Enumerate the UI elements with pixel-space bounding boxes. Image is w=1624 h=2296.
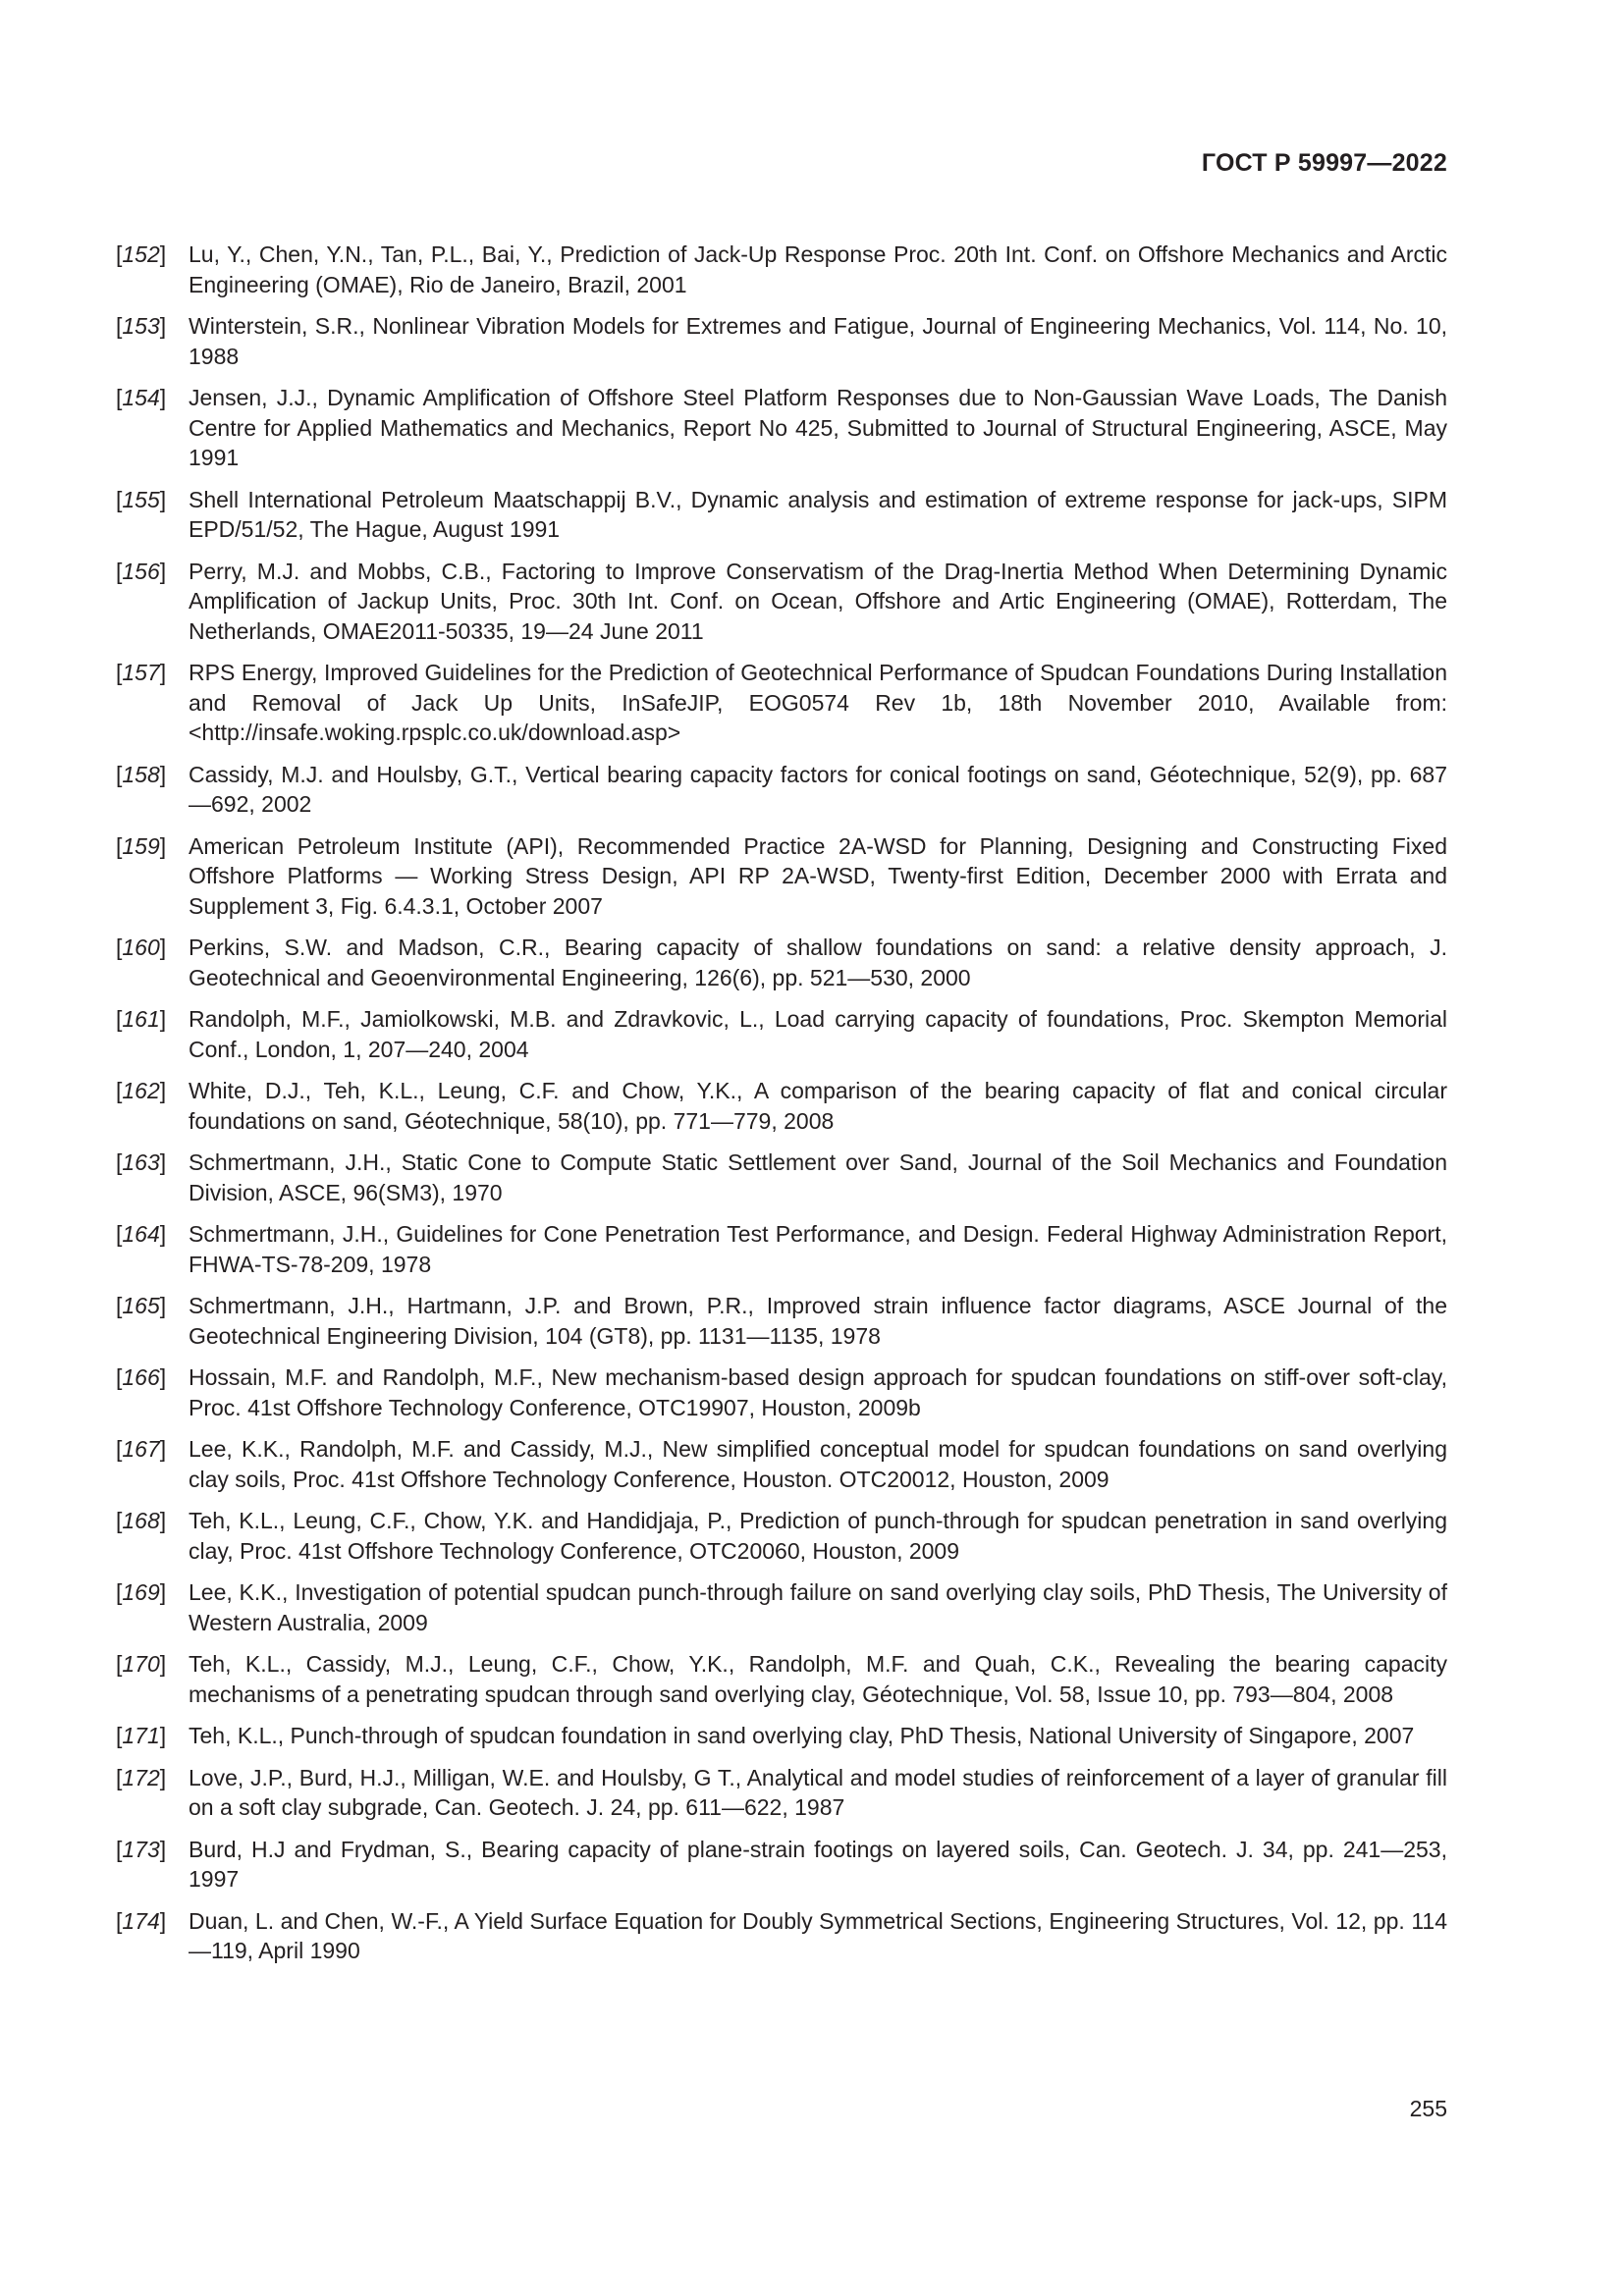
reference-text: Teh, K.L., Cassidy, M.J., Leung, C.F., Chow, Y.K., Randolph, M.F. and Quah, C.K., Revealing the bearing capacity mechanisms of a penetrating spudcan through sand overlying clay, Géotechnique, Vol. 58, Issue 10, pp. 793—804, 2008 bbox=[189, 1651, 1447, 1707]
reference-item bbox=[116, 1434, 1447, 1494]
reference-item bbox=[116, 1148, 1447, 1207]
reference-item bbox=[116, 1219, 1447, 1279]
reference-number: [156] bbox=[116, 558, 167, 584]
reference-text: White, D.J., Teh, K.L., Leung, C.F. and Chow, Y.K., A comparison of the bearing capacity of flat and conical circular foundations on sand, Géotechnique, 58(10), pp. 771—779, 2008 bbox=[189, 1078, 1447, 1134]
reference-item bbox=[116, 1577, 1447, 1637]
reference-item bbox=[116, 933, 1447, 992]
reference-number: [155] bbox=[116, 486, 167, 512]
reference-text: Shell International Petroleum Maatschappij B.V., Dynamic analysis and estimation of extreme response for jack-ups, SIPM EPD/51/52, The Hague, August 1991 bbox=[189, 486, 1447, 542]
reference-number: [160] bbox=[116, 934, 167, 960]
reference-item bbox=[116, 557, 1447, 647]
reference-number: [158] bbox=[116, 761, 167, 787]
reference-item bbox=[116, 1076, 1447, 1136]
document-header: ГОСТ Р 59997—2022 bbox=[1201, 149, 1447, 177]
reference-text: Lu, Y., Chen, Y.N., Tan, P.L., Bai, Y., Prediction of Jack-Up Response Proc. 20th Int. Conf. on Offshore Mechanics and Arctic Engineering (OMAE), Rio de Janeiro, Brazil, 2001 bbox=[189, 241, 1447, 297]
reference-text: Teh, K.L., Punch-through of spudcan foundation in sand overlying clay, PhD Thesis, National University of Singapore, 2007 bbox=[189, 1723, 1415, 1748]
reference-number: [173] bbox=[116, 1836, 167, 1862]
reference-item bbox=[116, 383, 1447, 473]
reference-text: Duan, L. and Chen, W.-F., A Yield Surface Equation for Doubly Symmetrical Sections, Engineering Structures, Vol. 12, pp. 114—119, April 1990 bbox=[189, 1907, 1447, 1963]
reference-number: [172] bbox=[116, 1764, 167, 1790]
reference-number: [168] bbox=[116, 1508, 167, 1533]
reference-item bbox=[116, 658, 1447, 748]
reference-item bbox=[116, 240, 1447, 299]
reference-item bbox=[116, 1763, 1447, 1823]
reference-number: [159] bbox=[116, 832, 167, 859]
reference-item bbox=[116, 311, 1447, 371]
reference-text: Teh, K.L., Leung, C.F., Chow, Y.K. and Handidjaja, P., Prediction of punch-through for spudcan penetration in sand overlying clay, Proc. 41st Offshore Technology Conference, OTC20060, Houston, 2009 bbox=[189, 1508, 1447, 1564]
reference-text: Hossain, M.F. and Randolph, M.F., New mechanism-based design approach for spudcan foundations on stiff-over soft-clay, Proc. 41st Offshore Technology Conference, OTC19907, Houston, 2009b bbox=[189, 1364, 1447, 1420]
reference-text: RPS Energy, Improved Guidelines for the Prediction of Geotechnical Performance of Spudcan Foundations During Installation and Removal of Jack Up Units, InSafeJIP, EOG0574 Rev 1b, 18th November 2010, Available from: <http://insafe.woking.rpsplc.co.uk/download.asp> bbox=[189, 660, 1447, 745]
reference-item bbox=[116, 1362, 1447, 1422]
reference-number: [164] bbox=[116, 1221, 167, 1247]
reference-text: Burd, H.J and Frydman, S., Bearing capacity of plane-strain footings on layered soils, Can. Geotech. J. 34, pp. 241—253, 1997 bbox=[189, 1836, 1447, 1892]
reference-item bbox=[116, 1649, 1447, 1709]
reference-number: [162] bbox=[116, 1078, 167, 1103]
reference-text: Lee, K.K., Randolph, M.F. and Cassidy, M.J., New simplified conceptual model for spudcan foundations on sand overlying clay soils, Proc. 41st Offshore Technology Conference, Houston. OTC20012, Houston, 2009 bbox=[189, 1436, 1447, 1492]
reference-number: [167] bbox=[116, 1436, 167, 1462]
reference-text: Schmertmann, J.H., Static Cone to Compute Static Settlement over Sand, Journal of the Soil Mechanics and Foundation Division, ASCE, 96(SM3), 1970 bbox=[189, 1149, 1447, 1205]
reference-number: [169] bbox=[116, 1579, 167, 1605]
reference-number: [171] bbox=[116, 1723, 167, 1748]
reference-item bbox=[116, 831, 1447, 922]
reference-text: Lee, K.K., Investigation of potential spudcan punch-through failure on sand overlying clay soils, PhD Thesis, The University of Western Australia, 2009 bbox=[189, 1579, 1447, 1635]
reference-text: Cassidy, M.J. and Houlsby, G.T., Vertical bearing capacity factors for conical footings on sand, Géotechnique, 52(9), pp. 687—692, 2002 bbox=[189, 761, 1447, 817]
reference-text: Randolph, M.F., Jamiolkowski, M.B. and Zdravkovic, L., Load carrying capacity of foundations, Proc. Skempton Memorial Conf., London, 1, 207—240, 2004 bbox=[189, 1006, 1447, 1062]
reference-text: American Petroleum Institute (API), Recommended Practice 2A-WSD for Planning, Designing and Constructing Fixed Offshore Platforms — Working Stress Design, API RP 2A-WSD, Twenty-first Edition, December 2000 with Errata and Supplement 3, Fig. 6.4.3.1, October 2007 bbox=[189, 832, 1447, 919]
reference-item bbox=[116, 485, 1447, 545]
reference-item bbox=[116, 1906, 1447, 1966]
reference-number: [152] bbox=[116, 241, 167, 267]
reference-number: [161] bbox=[116, 1006, 167, 1032]
reference-list bbox=[116, 240, 1447, 1978]
reference-text: Jensen, J.J., Dynamic Amplification of Offshore Steel Platform Responses due to Non-Gaussian Wave Loads, The Danish Centre for Applied Mathematics and Mechanics, Report No 425, Submitted to Journal of Structural Engineering, ASCE, May 1991 bbox=[189, 385, 1447, 470]
reference-text: Winterstein, S.R., Nonlinear Vibration Models for Extremes and Fatigue, Journal of Engineering Mechanics, Vol. 114, No. 10, 1988 bbox=[189, 313, 1447, 369]
reference-text: Perry, M.J. and Mobbs, C.B., Factoring to Improve Conservatism of the Drag-Inertia Method When Determining Dynamic Amplification of Jackup Units, Proc. 30th Int. Conf. on Ocean, Offshore and Artic Engineering (OMAE), Rotterdam, The Netherlands, OMAE2011-50335, 19—24 June 2011 bbox=[189, 558, 1447, 644]
reference-number: [154] bbox=[116, 385, 167, 410]
reference-item bbox=[116, 1291, 1447, 1351]
reference-item bbox=[116, 1835, 1447, 1895]
reference-number: [163] bbox=[116, 1149, 167, 1175]
reference-text: Schmertmann, J.H., Hartmann, J.P. and Brown, P.R., Improved strain influence factor diagrams, ASCE Journal of the Geotechnical Engineering Division, 104 (GT8), pp. 1131—1135, 1978 bbox=[189, 1293, 1447, 1349]
page-number: 255 bbox=[1409, 2096, 1447, 2121]
reference-number: [170] bbox=[116, 1651, 167, 1677]
reference-text: Perkins, S.W. and Madson, C.R., Bearing capacity of shallow foundations on sand: a relative density approach, J. Geotechnical and Geoenvironmental Engineering, 126(6), pp. 521—530, 2000 bbox=[189, 934, 1447, 990]
reference-number: [174] bbox=[116, 1907, 167, 1934]
reference-number: [166] bbox=[116, 1364, 167, 1390]
reference-item bbox=[116, 1721, 1447, 1751]
reference-item bbox=[116, 1506, 1447, 1566]
reference-item bbox=[116, 760, 1447, 820]
reference-text: Love, J.P., Burd, H.J., Milligan, W.E. and Houlsby, G T., Analytical and model studies of reinforcement of a layer of granular fill on a soft clay subgrade, Can. Geotech. J. 24, pp. 611—622, 1987 bbox=[189, 1764, 1447, 1820]
reference-item bbox=[116, 1004, 1447, 1064]
reference-number: [165] bbox=[116, 1293, 167, 1318]
reference-number: [153] bbox=[116, 313, 167, 339]
reference-text: Schmertmann, J.H., Guidelines for Cone Penetration Test Performance, and Design. Federal Highway Administration Report, FHWA-TS-78-209, 1978 bbox=[189, 1221, 1447, 1277]
reference-number: [157] bbox=[116, 660, 167, 685]
